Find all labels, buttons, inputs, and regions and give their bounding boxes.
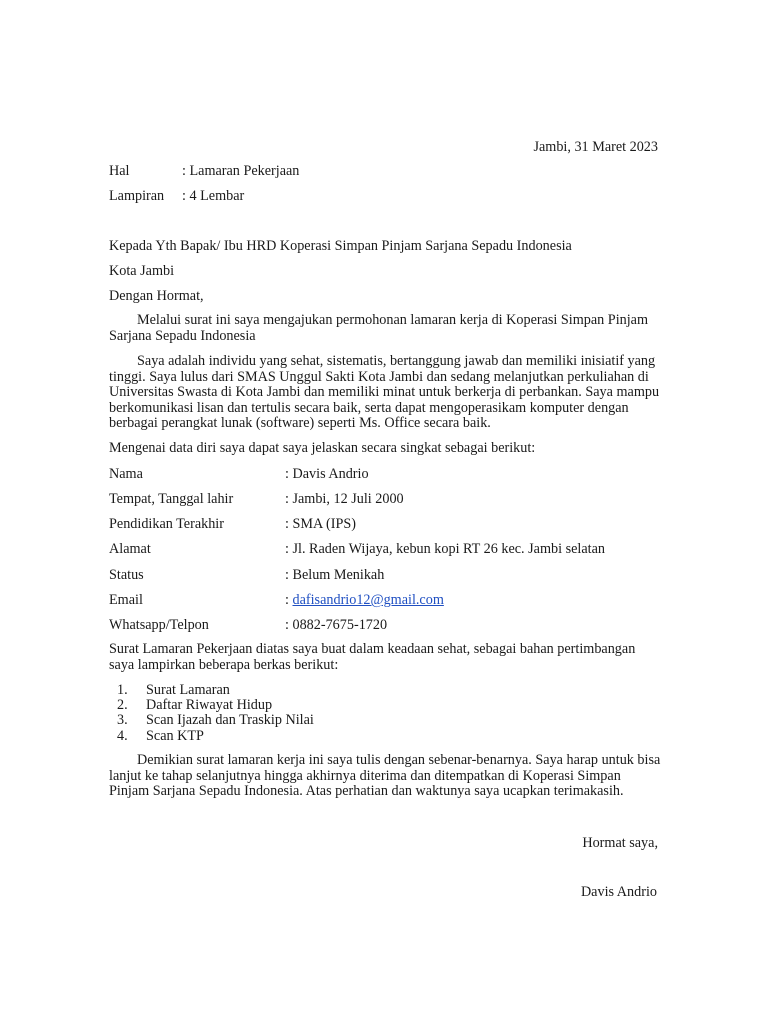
data-value-education: : SMA (IPS) xyxy=(285,516,356,532)
signature-name: Davis Andrio xyxy=(580,884,657,900)
list-item: Scan KTP xyxy=(146,728,204,744)
recipient-line: Kepada Yth Bapak/ Ibu HRD Koperasi Simpan Pinjam Sarjana Sepadu Indonesia xyxy=(109,238,572,254)
data-value-address: : Jl. Raden Wijaya, kebun kopi RT 26 kec. Jambi selatan xyxy=(285,541,605,557)
attachment-label: Lampiran xyxy=(109,188,165,204)
subject-value: : Lamaran Pekerjaan xyxy=(182,163,300,179)
data-value-status: : Belum Menikah xyxy=(285,567,385,583)
paragraph-closing: Demikian surat lamaran kerja ini saya tulis dengan sebenar-benarnya. Saya harap untuk bisa lanjut ke tahap selanjutnya hingga akhirnya diterima dan ditempatkan di Koperasi Simpan Pinjam Sarjana Sepadu Indonesia. Atas perhatian dan waktunya saya ucapkan terimakasih. xyxy=(109,752,661,799)
list-number: 4. xyxy=(117,728,128,744)
data-label-status: Status xyxy=(109,567,144,583)
recipient-city: Kota Jambi xyxy=(109,263,175,279)
paragraph-data-intro: Mengenai data diri saya dapat saya jelaskan secara singkat sebagai berikut: xyxy=(109,440,536,456)
signoff: Hormat saya, xyxy=(582,835,658,851)
attachment-value: : 4 Lembar xyxy=(182,188,245,204)
email-colon: : xyxy=(285,592,293,608)
paragraph-intro: Melalui surat ini saya mengajukan permohonan lamaran kerja di Koperasi Simpan Pinjam Sarjana Sepadu Indonesia xyxy=(109,312,649,344)
list-number: 1. xyxy=(117,682,128,698)
list-item: Surat Lamaran xyxy=(146,682,230,698)
data-label-email: Email xyxy=(109,592,143,608)
letter-date: Jambi, 31 Maret 2023 xyxy=(533,139,658,155)
email-link[interactable]: dafisandrio12@gmail.com xyxy=(292,592,444,608)
subject-label: Hal xyxy=(109,163,130,179)
list-item: Scan Ijazah dan Traskip Nilai xyxy=(146,712,314,728)
paragraph-about: Saya adalah individu yang sehat, sistematis, bertanggung jawab dan memiliki inisiatif yang tinggi. Saya lulus dari SMAS Unggul Sakti Kota Jambi dan sedang melanjutkan perkuliahan di Universitas Swasta di Kota Jambi dan memiliki minat untuk berkerja di perbankan. Saya mampu berkomunikasi lisan dan tertulis secara baik, serta dapat mengoperasikam komputer dengan berbagai perangkat lunak (software) seperti Ms. Office secara baik. xyxy=(109,353,660,431)
list-number: 2. xyxy=(117,697,128,713)
paragraph-attachments-intro: Surat Lamaran Pekerjaan diatas saya buat dalam keadaan sehat, sebagai bahan pertimbangan saya lampirkan beberapa berkas berikut: xyxy=(109,641,636,673)
data-label-birth: Tempat, Tanggal lahir xyxy=(109,491,234,507)
data-value-name: : Davis Andrio xyxy=(285,466,369,482)
data-label-name: Nama xyxy=(109,466,143,482)
data-value-birth: : Jambi, 12 Juli 2000 xyxy=(285,491,404,507)
data-label-address: Alamat xyxy=(109,541,151,557)
data-label-education: Pendidikan Terakhir xyxy=(109,516,224,532)
salutation: Dengan Hormat, xyxy=(109,288,204,304)
data-value-phone: : 0882-7675-1720 xyxy=(285,617,388,633)
data-value-email xyxy=(285,592,444,609)
list-number: 3. xyxy=(117,712,128,728)
data-label-phone: Whatsapp/Telpon xyxy=(109,617,209,633)
list-item: Daftar Riwayat Hidup xyxy=(146,697,273,713)
